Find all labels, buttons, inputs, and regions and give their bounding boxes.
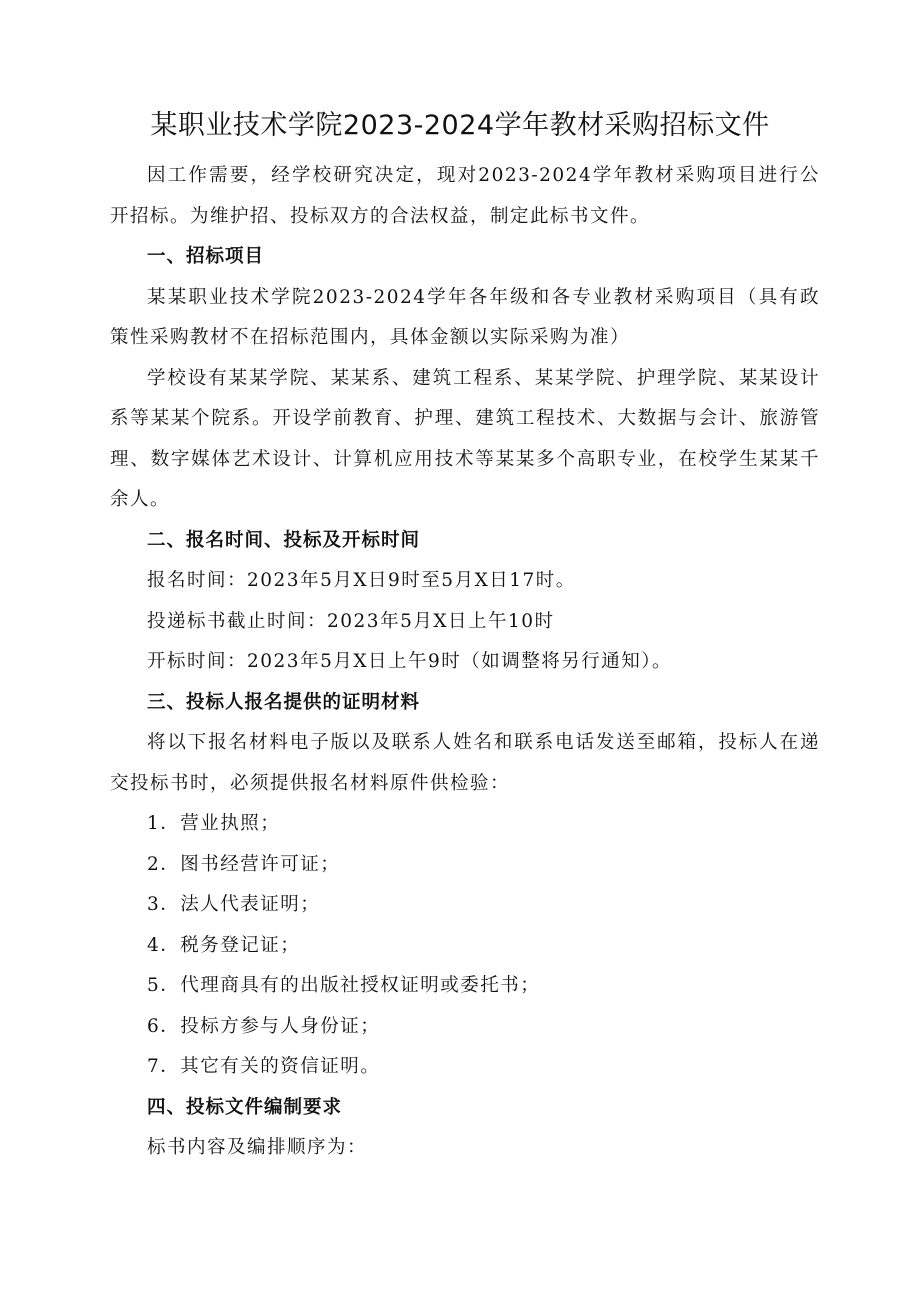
list-item: 1．营业执照； <box>147 813 281 834</box>
section-heading-document-requirements: 四、投标文件编制要求 <box>147 1096 343 1118</box>
section-heading-materials: 三、投标人报名提供的证明材料 <box>147 691 421 713</box>
list-item: 2．图书经营许可证； <box>147 853 341 875</box>
list-item: 5．代理商具有的出版社授权证明或委托书； <box>147 975 541 996</box>
bid-opening-time: 开标时间：2023年5月X日上午9时（如调整将另行通知）。 <box>147 651 673 672</box>
intro-paragraph: 因工作需要，经学校研究决定，现对2023-2024学年教材采购项目进行公开招标。为维护招、投标双方的合法权益，制定此标书文件。 <box>110 165 820 227</box>
materials-intro-paragraph: 将以下报名材料电子版以及联系人姓名和联系电话发送至邮箱，投标人在递交投标书时，必须提供报名材料原件供检验： <box>110 732 820 794</box>
document-body <box>110 156 820 1169</box>
registration-time: 报名时间：2023年5月X日9时至5月X日17时。 <box>147 570 576 591</box>
document-order-intro: 标书内容及编排顺序为： <box>147 1137 368 1158</box>
list-item: 4．税务登记证； <box>147 934 301 956</box>
section-heading-bidding-project: 一、招标项目 <box>147 246 265 267</box>
school-overview-paragraph: 学校设有某某学院、某某系、建筑工程系、某某学院、护理学院、某某设计系等某某个院系。开设学前教育、护理、建筑工程技术、大数据与会计、旅游管理、数字媒体艺术设计、计算机应用技术等某某多个高职专业，在校学生某某千余人。 <box>110 367 820 510</box>
list-item: 3．法人代表证明； <box>147 894 321 915</box>
bidding-project-paragraph: 某某职业技术学院2023-2024学年各年级和各专业教材采购项目（具有政策性采购教材不在招标范围内，具体金额以实际采购为准） <box>110 286 820 348</box>
submission-deadline: 投递标书截止时间：2023年5月X日上午10时 <box>147 610 555 632</box>
list-item: 6．投标方参与人身份证； <box>147 1015 381 1037</box>
document-title: 某职业技术学院2023-2024学年教材采购招标文件 <box>150 110 770 141</box>
list-item: 7．其它有关的资信证明。 <box>147 1056 381 1077</box>
section-heading-schedule: 二、报名时间、投标及开标时间 <box>147 529 421 551</box>
